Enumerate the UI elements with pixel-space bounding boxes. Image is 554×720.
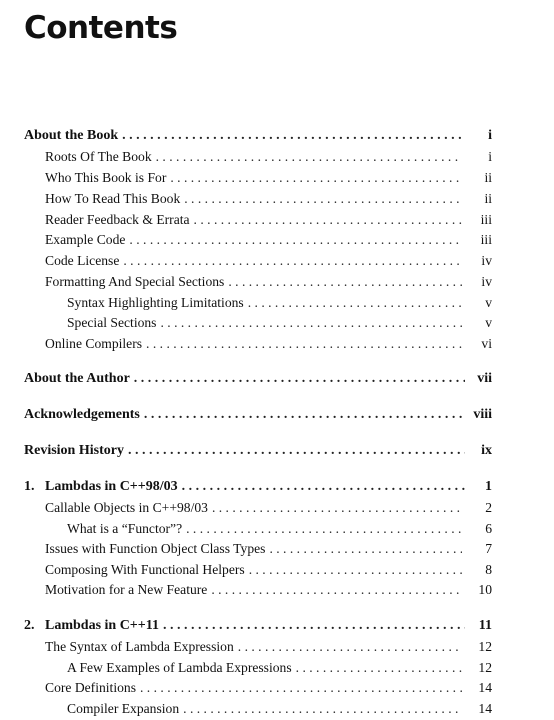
toc-entry[interactable] bbox=[0, 169, 554, 187]
toc-page-number: ii bbox=[484, 191, 492, 206]
page-title: Contents bbox=[24, 10, 178, 46]
toc-entry[interactable] bbox=[0, 148, 554, 166]
toc-entry-label: Issues with Function Object Class Types bbox=[45, 541, 266, 556]
toc-page-number: ix bbox=[481, 443, 492, 458]
toc-entry-label: How To Read This Book bbox=[45, 191, 181, 206]
toc-entry[interactable] bbox=[0, 499, 554, 517]
toc-entry-label: About the Book bbox=[24, 128, 119, 143]
toc-entry-label: Lambdas in C++98/03 bbox=[45, 479, 178, 494]
toc-entry[interactable] bbox=[0, 294, 554, 312]
dot-leader bbox=[160, 314, 462, 332]
toc-page-number: 7 bbox=[485, 541, 492, 556]
toc-page-number: 14 bbox=[478, 701, 492, 716]
toc-entry[interactable] bbox=[0, 442, 554, 460]
toc-page-number: 2 bbox=[485, 500, 492, 515]
toc-page-number: vii bbox=[477, 371, 492, 386]
toc-entry[interactable] bbox=[0, 406, 554, 424]
toc-entry-label: Roots Of The Book bbox=[45, 149, 152, 164]
toc-entry-label: Acknowledgements bbox=[24, 407, 140, 422]
dot-leader bbox=[228, 273, 462, 291]
dot-leader bbox=[248, 294, 462, 312]
toc-entry-label: The Syntax of Lambda Expression bbox=[45, 639, 234, 654]
toc-entry[interactable] bbox=[0, 638, 554, 656]
dot-leader bbox=[184, 190, 462, 208]
dot-leader bbox=[134, 370, 465, 388]
toc-entry-label: Syntax Highlighting Limitations bbox=[67, 295, 244, 310]
toc-page-number: i bbox=[488, 128, 492, 143]
toc-entry-label: Who This Book is For bbox=[45, 170, 167, 185]
dot-leader bbox=[146, 335, 462, 353]
toc-page-number: 12 bbox=[478, 660, 492, 675]
toc-page-number: 12 bbox=[478, 639, 492, 654]
dot-leader bbox=[238, 638, 462, 656]
dot-leader bbox=[144, 406, 465, 424]
chapter-number: 1. bbox=[24, 479, 35, 494]
toc-page-number: iii bbox=[480, 232, 492, 247]
toc-entry-label: Composing With Functional Helpers bbox=[45, 562, 245, 577]
toc-entry-label: A Few Examples of Lambda Expressions bbox=[67, 660, 292, 675]
toc-page-number: 10 bbox=[478, 582, 492, 597]
dot-leader bbox=[182, 478, 465, 496]
dot-leader bbox=[122, 127, 465, 145]
toc-entry[interactable] bbox=[0, 335, 554, 353]
dot-leader bbox=[249, 561, 462, 579]
toc-entry[interactable] bbox=[0, 520, 554, 538]
toc-entry-label: What is a “Functor”? bbox=[67, 521, 183, 536]
chapter-number: 2. bbox=[24, 618, 35, 633]
toc-entry[interactable] bbox=[0, 370, 554, 388]
dot-leader bbox=[212, 499, 462, 517]
dot-leader bbox=[194, 211, 462, 229]
toc-page-number: 11 bbox=[478, 618, 492, 633]
toc-page-number: 14 bbox=[478, 680, 492, 695]
toc-entry[interactable] bbox=[0, 561, 554, 579]
toc-entry[interactable] bbox=[0, 679, 554, 697]
toc-entry[interactable] bbox=[0, 659, 554, 677]
toc-entry-label: Online Compilers bbox=[45, 336, 143, 351]
toc-entry-label: Example Code bbox=[45, 232, 126, 247]
toc-page-number: i bbox=[488, 149, 492, 164]
dot-leader bbox=[183, 700, 462, 718]
toc-page-number: 6 bbox=[485, 521, 492, 536]
toc-entry[interactable] bbox=[0, 231, 554, 249]
toc-entry[interactable] bbox=[0, 617, 554, 635]
dot-leader bbox=[296, 659, 462, 677]
toc-page-number: ii bbox=[484, 170, 492, 185]
toc-page-number: iii bbox=[480, 212, 492, 227]
toc-entry[interactable] bbox=[0, 581, 554, 599]
toc-page-number: 1 bbox=[485, 479, 492, 494]
toc-entry-label: About the Author bbox=[24, 371, 130, 386]
toc-page-number: v bbox=[485, 315, 492, 330]
dot-leader bbox=[123, 252, 462, 270]
toc-entry[interactable] bbox=[0, 190, 554, 208]
toc-entry-label: Formatting And Special Sections bbox=[45, 274, 225, 289]
dot-leader bbox=[129, 231, 462, 249]
toc-entry[interactable] bbox=[0, 127, 554, 145]
toc-page-number: vi bbox=[481, 336, 492, 351]
toc-entry-label: Callable Objects in C++98/03 bbox=[45, 500, 208, 515]
toc-entry-label: Special Sections bbox=[67, 315, 157, 330]
toc-entry-label: Lambdas in C++11 bbox=[45, 618, 159, 633]
toc-entry-label: Reader Feedback & Errata bbox=[45, 212, 190, 227]
dot-leader bbox=[186, 520, 462, 538]
toc-entry[interactable] bbox=[0, 273, 554, 291]
toc-entry[interactable] bbox=[0, 540, 554, 558]
dot-leader bbox=[269, 540, 462, 558]
dot-leader bbox=[170, 169, 462, 187]
toc-entry[interactable] bbox=[0, 478, 554, 496]
toc-entry[interactable] bbox=[0, 211, 554, 229]
toc-entry[interactable] bbox=[0, 314, 554, 332]
toc-page-number: viii bbox=[473, 407, 492, 422]
dot-leader bbox=[163, 617, 465, 635]
dot-leader bbox=[140, 679, 462, 697]
toc-page-number: v bbox=[485, 295, 492, 310]
toc-page-number: iv bbox=[481, 253, 492, 268]
dot-leader bbox=[156, 148, 462, 166]
toc-page-number: iv bbox=[481, 274, 492, 289]
toc-entry-label: Compiler Expansion bbox=[67, 701, 180, 716]
dot-leader bbox=[128, 442, 465, 460]
toc-entry-label: Core Definitions bbox=[45, 680, 136, 695]
toc-entry[interactable] bbox=[0, 700, 554, 718]
toc-entry[interactable] bbox=[0, 252, 554, 270]
toc-page-number: 8 bbox=[485, 562, 492, 577]
toc-entry-label: Revision History bbox=[24, 443, 124, 458]
toc-entry-label: Code License bbox=[45, 253, 120, 268]
dot-leader bbox=[211, 581, 462, 599]
toc-entry-label: Motivation for a New Feature bbox=[45, 582, 208, 597]
